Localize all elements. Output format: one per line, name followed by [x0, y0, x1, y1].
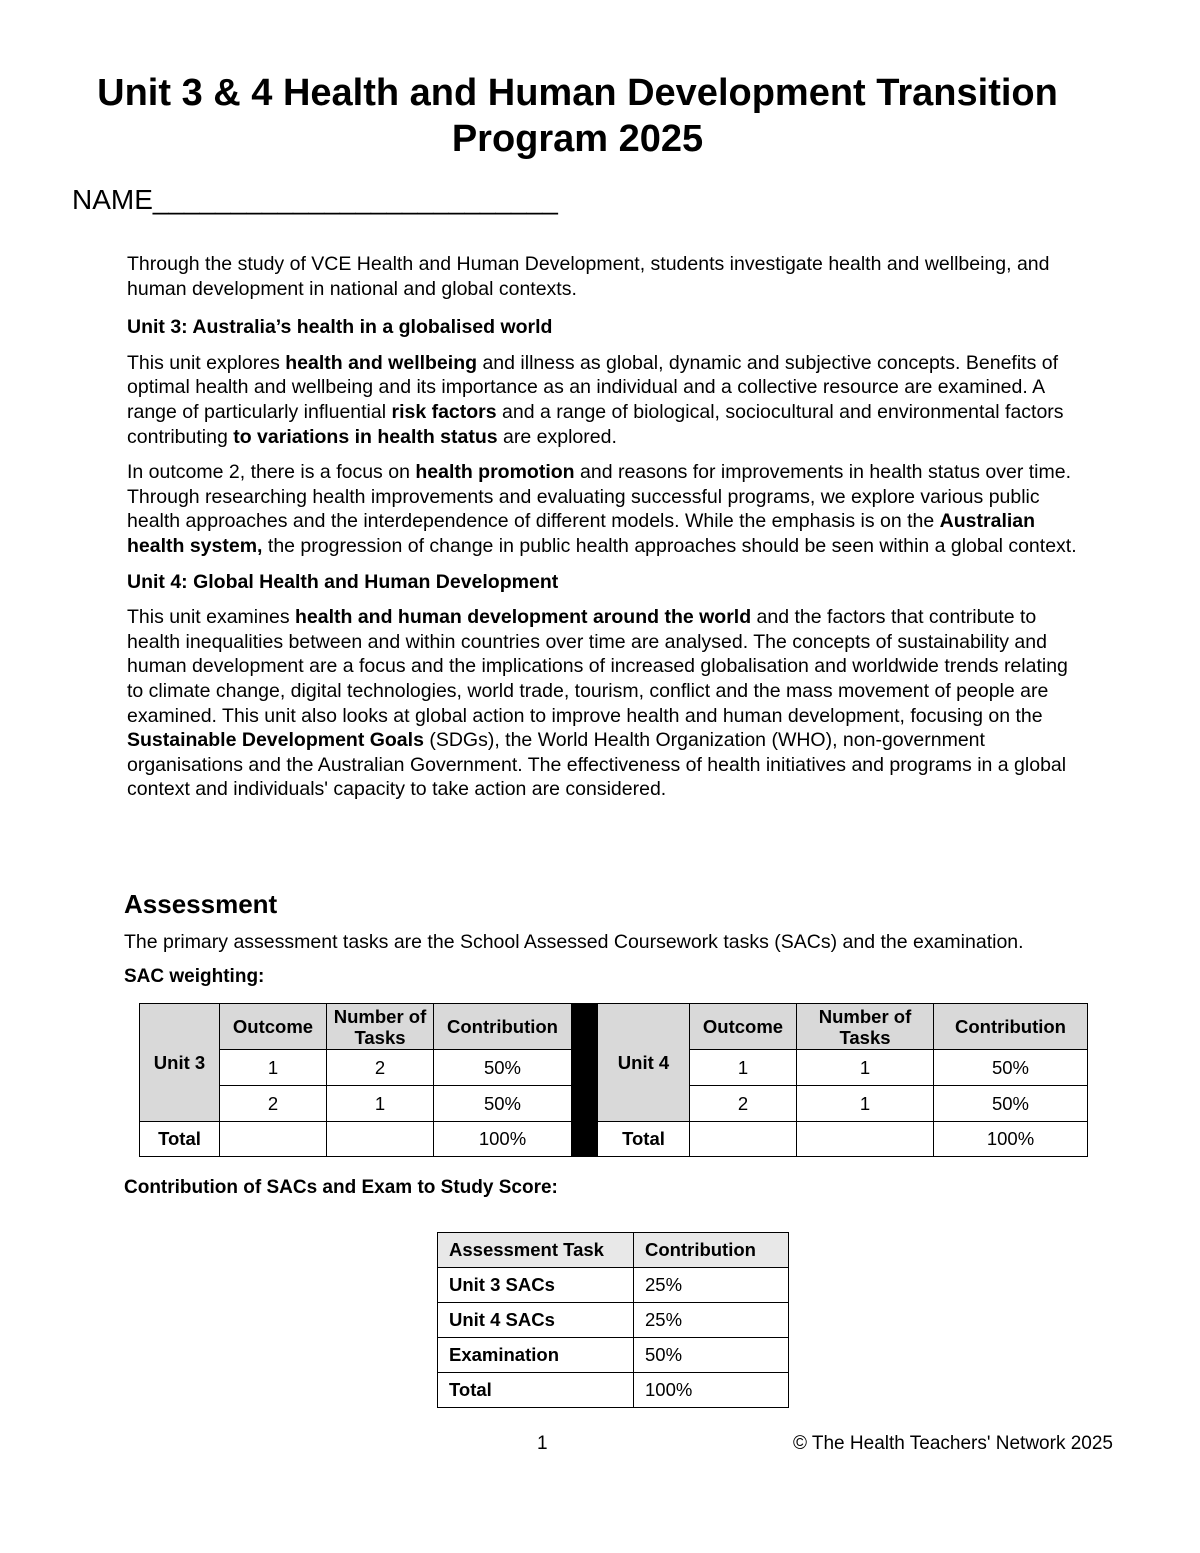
table-row — [438, 1303, 789, 1338]
column-header: Outcome — [690, 1004, 797, 1050]
table-cell — [690, 1122, 797, 1157]
contribution-label: Contribution of SACs and Exam to Study Score: — [124, 1177, 558, 1198]
table-row — [438, 1373, 789, 1408]
copyright-notice: © The Health Teachers' Network 2025 — [792, 1433, 1113, 1454]
course-description — [127, 252, 1087, 813]
unit3-paragraph-2: In outcome 2, there is a focus on health promotion and reasons for improvements in health status over time. Through researching health improvements and evaluating successful programs, we explore various public health approaches and the interdependence of different models. While the emphasis is on the Australian health system, the progression of change in public health approaches should be seen within a global context. — [127, 461, 1077, 557]
table-cell: 50% — [634, 1338, 789, 1373]
column-header: Outcome — [220, 1004, 327, 1050]
table-cell: Unit 3 SACs — [438, 1268, 634, 1303]
table-cell: 2 — [690, 1086, 797, 1122]
total-value: 100% — [434, 1122, 572, 1157]
column-header: Number of Tasks — [797, 1004, 934, 1050]
column-header: Number of Tasks — [327, 1004, 434, 1050]
table-row — [438, 1338, 789, 1373]
table-cell: 1 — [220, 1050, 327, 1086]
table-cell: 50% — [934, 1050, 1088, 1086]
table-cell: 25% — [634, 1303, 789, 1338]
column-header: Contribution — [634, 1233, 789, 1268]
assessment-heading: Assessment — [124, 889, 278, 919]
sac-weighting-label: SAC weighting: — [124, 965, 265, 987]
total-label: Total — [140, 1122, 220, 1157]
page-number: 1 — [537, 1433, 548, 1454]
table-cell: Examination — [438, 1338, 634, 1373]
unit3-label: Unit 3 — [140, 1004, 220, 1122]
table-cell: 100% — [634, 1373, 789, 1408]
table-cell: 1 — [797, 1086, 934, 1122]
table-cell — [327, 1122, 434, 1157]
table-cell: 50% — [434, 1050, 572, 1086]
unit4-label: Unit 4 — [598, 1004, 690, 1122]
total-value: 100% — [934, 1122, 1088, 1157]
study-score-table — [437, 1232, 789, 1408]
name-field: NAME__________________________ — [72, 184, 558, 215]
table-cell — [220, 1122, 327, 1157]
unit4-heading: Unit 4: Global Health and Human Development — [127, 570, 559, 593]
table-cell: 2 — [327, 1050, 434, 1086]
table-cell: 2 — [220, 1086, 327, 1122]
unit3-heading: Unit 3: Australia’s health in a globalised world — [127, 316, 553, 339]
table-header-row — [438, 1233, 789, 1268]
table-cell: Unit 4 SACs — [438, 1303, 634, 1338]
unit4-paragraph-1: This unit examines health and human development around the world and the factors that contribute to health inequalities between and within countries over time are analysed. The concepts of sustainability and human development are a focus and the implications of increased globalisation and worldwide trends relating to climate change, digital technologies, world trade, tourism, conflict and the mass movement of people are examined. This unit also looks at global action to improve health and human development, focusing on the Sustainable Development Goals (SDGs), the World Health Organization (WHO), non-government organisations and the Australian Government. The effectiveness of health initiatives and programs in a global context and individuals' capacity to take action are considered. — [127, 606, 1068, 801]
total-label: Total — [598, 1122, 690, 1157]
table-cell: Total — [438, 1373, 634, 1408]
unit3-paragraph-1: This unit explores health and wellbeing and illness as global, dynamic and subjective concepts. Benefits of optimal health and wellbeing and its importance as an individual and a collective resource are examined. A range of particularly influential risk factors and a range of biological, sociocultural and environmental factors contributing to variations in health status are explored. — [127, 351, 1064, 448]
table-cell: 1 — [690, 1050, 797, 1086]
table-cell — [797, 1122, 934, 1157]
table-cell: 50% — [434, 1086, 572, 1122]
table-cell: 1 — [327, 1086, 434, 1122]
assessment-description: The primary assessment tasks are the School Assessed Coursework tasks (SACs) and the examination. — [124, 931, 1024, 953]
table-divider — [572, 1004, 598, 1157]
table-cell: 50% — [934, 1086, 1088, 1122]
page-title: Unit 3 & 4 Health and Human Development Transition Program 2025 — [97, 72, 1058, 160]
column-header: Assessment Task — [438, 1233, 634, 1268]
table-cell: 25% — [634, 1268, 789, 1303]
sac-weighting-table — [139, 1003, 1088, 1157]
column-header: Contribution — [434, 1004, 572, 1050]
intro-paragraph: Through the study of VCE Health and Human Development, students investigate health and wellbeing, and human development in national and global contexts. — [127, 253, 1050, 300]
assessment-section — [124, 888, 1134, 989]
table-row — [438, 1268, 789, 1303]
table-header-row — [140, 1004, 1088, 1050]
table-cell: 1 — [797, 1050, 934, 1086]
table-total-row — [140, 1122, 1088, 1157]
column-header: Contribution — [934, 1004, 1088, 1050]
